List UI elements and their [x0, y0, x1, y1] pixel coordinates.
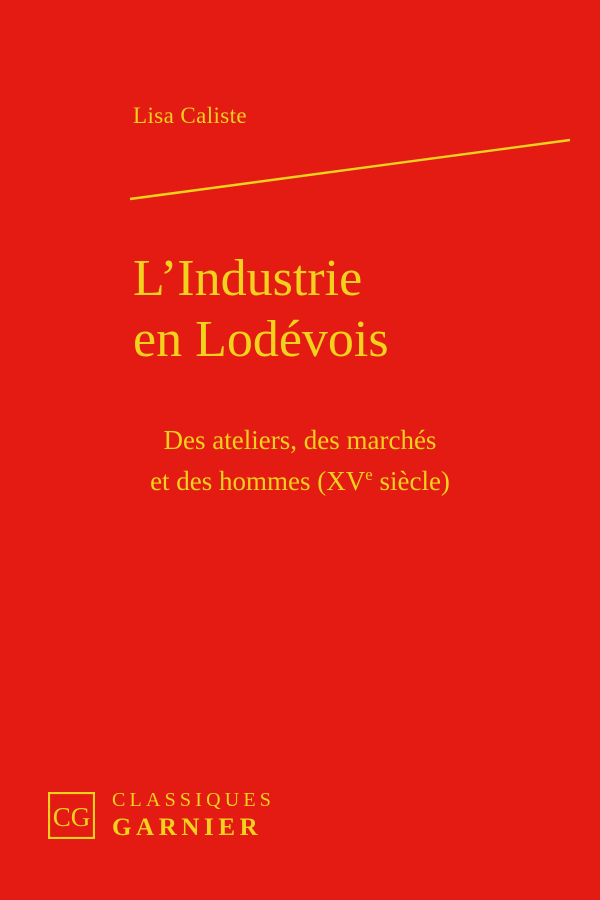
publisher-name-line-1: CLASSIQUES: [112, 789, 276, 812]
publisher-block: [48, 788, 275, 842]
subtitle-ordinal-suffix: e: [365, 464, 373, 484]
page-subtitle: [0, 420, 600, 501]
publisher-name-line-2: GARNIER: [112, 813, 263, 841]
subtitle-line-2-after: siècle): [372, 465, 450, 496]
author-name: Lisa Caliste: [133, 103, 248, 128]
diagonal-rule-line: [130, 140, 570, 199]
subtitle-line-2: [0, 461, 600, 502]
cg-monogram-icon: [48, 792, 95, 839]
subtitle-line-1: Des ateliers, des marchés: [163, 425, 437, 455]
title-line-1: L’Industrie: [133, 250, 363, 307]
title-line-2: en Lodévois: [133, 311, 389, 369]
subtitle-line-2-before: et des hommes (XV: [150, 465, 366, 496]
publisher-name: [112, 788, 275, 842]
logo-letters: CG: [52, 801, 91, 832]
publisher-logo-icon: [48, 792, 95, 839]
page-title: [133, 248, 563, 371]
